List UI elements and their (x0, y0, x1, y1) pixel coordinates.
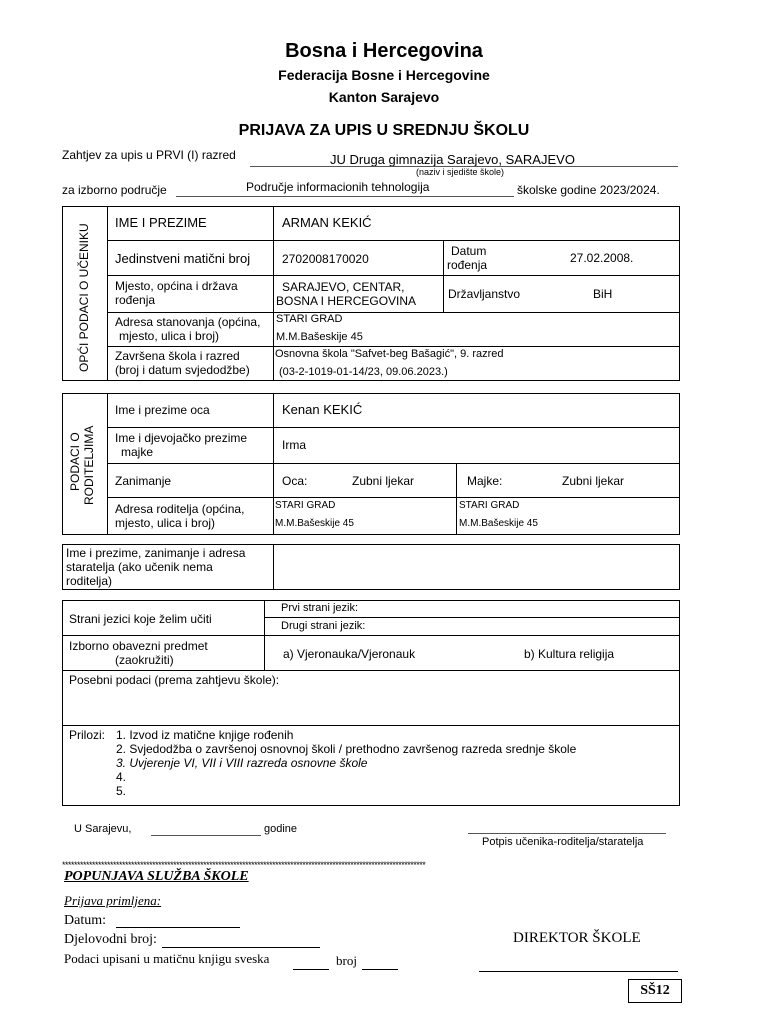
book-entry-label: Podaci upisani u matičnu knjigu sveska (64, 951, 270, 966)
school-year: školske godine 2023/2024. (517, 183, 660, 197)
attachment-item: 5. (116, 784, 127, 798)
mother-address-line1: STARI GRAD (459, 500, 520, 511)
federation-heading: Federacija Bosne i Hercegovine (278, 67, 490, 83)
book-volume-line (293, 969, 329, 970)
signature-label: Potpis učenika-roditelja/staratelja (482, 836, 644, 848)
mother-address-line2: M.M.Bašeskije 45 (459, 518, 538, 529)
attachment-item: 4. (116, 770, 127, 784)
director-signature-line (479, 971, 678, 972)
mother-name-label: Ime i djevojačko prezime majke (115, 431, 248, 459)
mother-name-value: Irma (282, 438, 306, 452)
office-title: POPUNJAVA SLUŽBA ŠKOLE (64, 869, 249, 884)
student-name-label: IME I PREZIME (115, 215, 207, 230)
date-line (151, 835, 261, 836)
year-label: godine (264, 823, 298, 835)
reg-number-line (162, 947, 320, 948)
prev-school-value: Osnovna škola "Safvet-beg Bašagić", 9. razred (275, 348, 504, 360)
father-name-value: Kenan KEKIĆ (282, 402, 363, 417)
dob-value: 27.02.2008. (570, 251, 634, 265)
option-religious-culture[interactable]: b) Kultura religija (524, 647, 615, 661)
father-name-label: Ime i prezime oca (115, 403, 210, 417)
office-date-label: Datum: (64, 913, 106, 928)
received-label: Prijava primljena: (64, 893, 162, 908)
dob-label: Datum rođenja (447, 244, 488, 272)
father-occupation-value: Zubni ljekar (352, 474, 415, 488)
attachments-label: Prilozi: (69, 728, 106, 742)
jmbg-label: Jedinstveni matični broj (115, 251, 251, 266)
occupation-label: Zanimanje (115, 474, 172, 488)
certificate-value: (03-2-1019-01-14/23, 09.06.2023.) (279, 366, 448, 378)
parents-address-label: Adresa roditelja (općina, mjesto, ulica i broj) (115, 502, 245, 530)
separator-stars: ************************************************************************************************************************* (62, 860, 426, 870)
reg-number-label: Djelovodni broj: (64, 932, 157, 947)
father-occupation-label: Oca: (282, 474, 308, 488)
student-address-label: Adresa stanovanja (općina, mjesto, ulica i broj) (115, 315, 261, 343)
book-number-label: broj (336, 953, 357, 968)
guardian-label: Ime i prezime, zanimanje i adresa staratelja (ako učenik nema roditelja) (66, 546, 246, 588)
attachment-item: 1. Izvod iz matične knjige rođenih (116, 728, 294, 742)
field-label: za izborno područje (62, 183, 167, 197)
school-name: JU Druga gimnazija Sarajevo, SARAJEVO (330, 152, 575, 167)
student-name-value: ARMAN KEKIĆ (282, 215, 372, 230)
student-address-line1: STARI GRAD (276, 313, 343, 325)
elective-label: Izborno obavezni predmet (zaokružiti) (69, 639, 208, 667)
prev-school-label: Završena škola i razred (broj i datum svjedodžbe) (115, 349, 250, 377)
father-address-line1: STARI GRAD (275, 500, 336, 511)
canton-heading: Kanton Sarajevo (328, 89, 440, 105)
mother-occupation-value: Zubni ljekar (562, 474, 625, 488)
student-address-line2: M.M.Bašeskije 45 (276, 331, 363, 343)
form-title: PRIJAVA ZA UPIS U SREDNJU ŠKOLU (238, 122, 530, 139)
option-religious-education[interactable]: a) Vjeronauka/Vjeronauk (283, 647, 416, 661)
second-language-label: Drugi strani jezik: (281, 620, 366, 632)
special-data-label: Posebni podaci (prema zahtjevu škole): (69, 673, 280, 687)
office-date-line (116, 927, 240, 928)
form-code-badge: SŠ12 (628, 979, 682, 1003)
student-side-label: OPĆI PODACI O UČENIKU (77, 223, 91, 372)
parents-side-label: PODACI O RODITELJIMA (68, 425, 96, 505)
first-language-label: Prvi strani jezik: (281, 602, 359, 614)
request-label: Zahtjev za upis u PRVI (I) razred (62, 148, 236, 162)
birthplace-value: SARAJEVO, CENTAR, BOSNA I HERCEGOVINA (276, 280, 417, 308)
field-value: Područje informacionih tehnologija (246, 180, 430, 194)
director-label: DIREKTOR ŠKOLE (513, 930, 641, 946)
father-address-line2: M.M.Bašeskije 45 (275, 518, 354, 529)
citizenship-value: BiH (593, 287, 613, 301)
field-line (176, 196, 514, 197)
birthplace-label: Mjesto, općina i država rođenja (115, 279, 238, 307)
jmbg-value: 2702008170020 (282, 252, 369, 266)
attachments-list (116, 728, 576, 798)
citizenship-label: Državljanstvo (448, 287, 521, 301)
place-label: U Sarajevu, (74, 823, 132, 835)
country-heading: Bosna i Hercegovina (285, 40, 483, 62)
attachment-item: 3. Uvjerenje VI, VII i VIII razreda osnovne škole (116, 756, 368, 770)
signature-line (468, 833, 666, 834)
book-number-line (362, 969, 398, 970)
languages-label: Strani jezici koje želim učiti (69, 612, 212, 626)
school-name-note: (naziv i sjedište škole) (416, 167, 505, 177)
mother-occupation-label: Majke: (467, 474, 503, 488)
attachment-item: 2. Svjedodžba o završenoj osnovnoj školi / prethodno završenog razreda srednje škole (116, 742, 577, 756)
